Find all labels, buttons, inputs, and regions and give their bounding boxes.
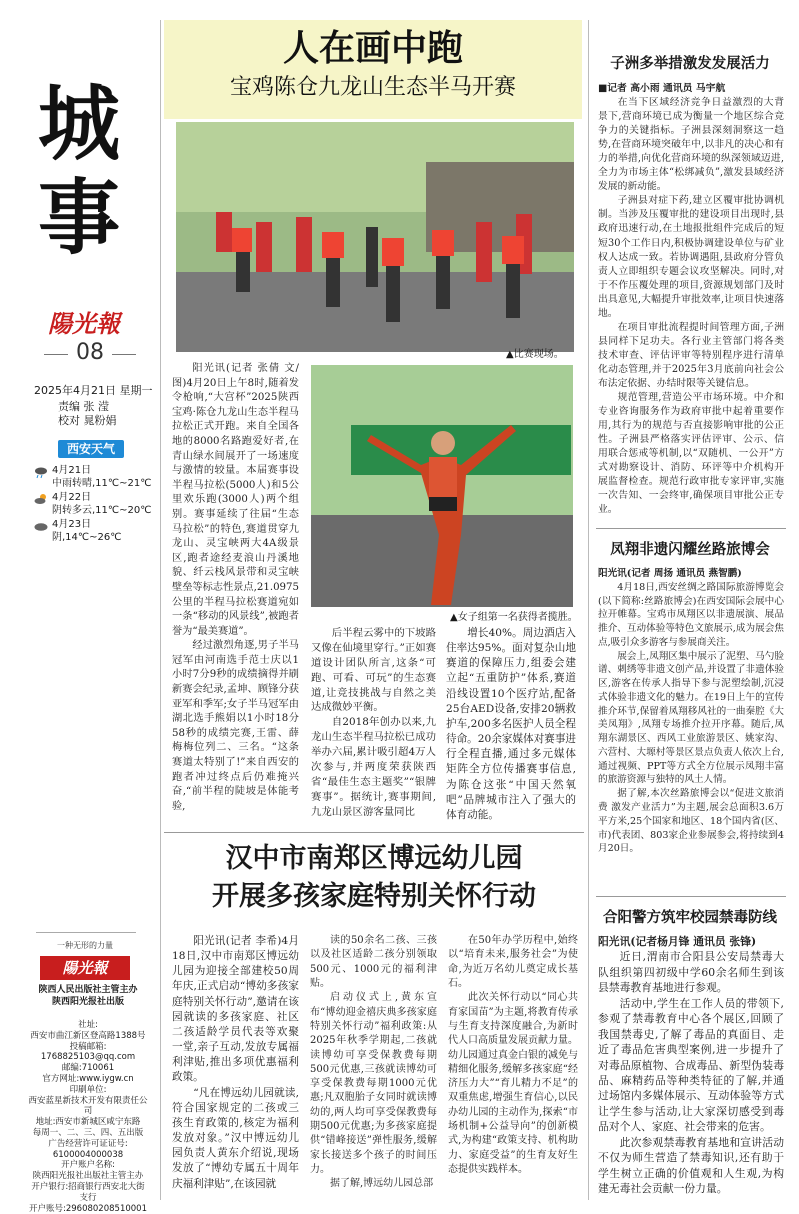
race-photo-caption: ▲比赛现场。 bbox=[506, 349, 564, 360]
winner-photo-caption: ▲女子组第一名获得者揽胜。 bbox=[450, 612, 578, 623]
credit-line: 西安市曲江新区登高路1388号 bbox=[30, 1030, 146, 1041]
proofreader-credit: 校对 晁粉娟 bbox=[58, 414, 117, 427]
paragraph: “凡在博远幼儿园就读,符合国家规定的二孩或三孩生育政策的,核定为福利发放对象。”汉中博远幼儿园负责人黄东介绍说,现场发放了“博幼专属五十周年庆福利津贴”,在该园就 bbox=[172, 1086, 299, 1190]
winner-photo bbox=[311, 365, 573, 607]
feature-body-col2 bbox=[311, 626, 436, 819]
feature-headline: 人在画中跑 bbox=[282, 28, 463, 69]
weather-day bbox=[34, 518, 154, 544]
paragraph: 在项目审批流程提时间管理方面,子洲县同样下足功夫。各行业主管部门将各类技术审查、评估评审等特别程序进行清单化动态管理,并于2025年3月底前向社会公布法定依据、办结时限等关键信息。 bbox=[598, 321, 784, 389]
story-body-zizhou bbox=[598, 82, 784, 517]
story-headline-zizhou: 子洲多举措激发发展活力 bbox=[610, 56, 770, 72]
paragraph: 据了解,本次丝路旅博会以“促进文旅消费 激发产业活力”为主题,展会总面积3.6万平方米,25个国家和地区、18个国内省(区、市)代表团、803家企业参展参会,将持续到4月20日。 bbox=[598, 788, 784, 855]
weather-day bbox=[34, 491, 154, 517]
paragraph: 启动仪式上,黄东宣布“博幼迎金禧庆典多孩家庭特别关怀行动”福利政策:从2025年秋季学期起,二孩就读博幼可享受保教费每期500元优惠,三孩就读博幼可享受保教费每期1000元优惠;凡双胞胎子女同时就读博幼的,两人均可享受保教费每期500元优惠;为多孩家庭提供“错峰接送”弹性服务,缓解家长接送多个孩子的时间压力。 bbox=[310, 992, 437, 1175]
feature-subhead: 宝鸡陈仓九龙山生态半马开赛 bbox=[229, 75, 516, 100]
feature-body-col3 bbox=[446, 626, 576, 823]
paragraph: 近日,渭南市合阳县公安局禁毒大队组织第四初级中学60余名师生到该县禁毒教育基地进行参观。 bbox=[598, 950, 784, 995]
paragraph: 活动中,学生在工作人员的带领下,参观了禁毒教育中心各个展区,回顾了我国禁毒史,了解了毒品的真面目、走近了毒品危害典型案例,进一步提升了对毒品原植物、合成毒品、新型伪装毒品、麻精药品等种类特征的了解,并通过场馆内多媒体展示、互动体验等方式让学生参与活动,让大家深切感受到毒品对个人、家庭、社会带来的危害。 bbox=[598, 996, 784, 1134]
weather-day bbox=[34, 464, 154, 490]
section-title: 城事 bbox=[38, 77, 119, 266]
page-number: 08 bbox=[40, 340, 140, 365]
paragraph: 据了解,博远幼儿园总部 bbox=[330, 1178, 434, 1190]
story-body-heyang bbox=[598, 934, 784, 1196]
paragraph: 增长40%。周边酒店入住率达95%。面对复杂山地赛道的保障压力,组委会建立起“五重防护”体系,赛道沿线设置10个医疗站,配备25台AED设备,安排20辆救护车,200多名医护人员全程待命。20余家媒体对赛事进行全程直播,通过多元媒体矩阵全方位传播赛事信息,为陈仓这张“中国天然氧吧”品牌城市注入了强大的体育动能。 bbox=[446, 627, 577, 821]
publisher: 陕西人民出版社主管主办 bbox=[38, 985, 138, 995]
feature-body-col1 bbox=[172, 362, 299, 814]
cloud-icon bbox=[34, 520, 48, 532]
credit-line: 陕西阳光报社出版社主管主办 bbox=[32, 1171, 144, 1182]
story-headline-fengxiang: 凤翔非遗闪耀丝路旅博会 bbox=[610, 542, 770, 558]
kindergarten-headline-line1: 汉中市南郑区博远幼儿园 bbox=[225, 843, 523, 874]
cloud-sun-icon bbox=[34, 493, 48, 505]
credit-line: 地址:西安市新城区咸宁东路 bbox=[35, 1117, 141, 1128]
editor-credit: 责编 张 滢 bbox=[58, 400, 109, 413]
story-rule bbox=[596, 896, 786, 897]
kindergarten-body-col3 bbox=[448, 934, 578, 1177]
credit-line: 开户账号:296080208510001 bbox=[29, 1203, 147, 1214]
byline: ■记者 高小雨 通讯员 马宇航 bbox=[598, 83, 726, 94]
story-body-fengxiang bbox=[598, 567, 784, 856]
paragraph: 经过激烈角逐,男子半马冠军由河南选手范士庆以1小时7分9秒的成绩摘得并刷新赛会纪录,孟坤、顾锋分获亚军和季军;女子半马冠军由湖北选手熊娟以1小时18分58秒的成绩完赛,王雷、薛梅梅位列二、三名。“这条赛道太特别了!”来自西安的跑者冲过终点后仍难掩兴奋,“前半程的陡坡是体能考验, bbox=[172, 640, 299, 812]
paragraph: 此次参观禁毒教育基地和宣讲活动不仅为师生营造了禁毒知识,还有助于学生树立正确的价值观和人生观,为构建无毒社会贡献一份力量。 bbox=[598, 1135, 784, 1195]
column-divider bbox=[588, 20, 589, 1200]
paragraph: 阳光讯(记者 李希)4月18日,汉中市南郑区博远幼儿园为迎接全部建校50周年庆,正式启动“博幼多孩家庭特别关怀行动”,邀请在该园就读的多孩家庭、社区二孩适龄学员代表等欢聚一堂,亲子互动,发放专属福利津贴,推出多项优惠福利政策。 bbox=[172, 935, 299, 1084]
column-divider bbox=[160, 20, 161, 1200]
credit-line: 西安蓝星新技术开发有限责任公司 bbox=[28, 1095, 148, 1117]
weather-day-label: 4月23日 bbox=[52, 519, 92, 530]
paragraph: 阳光讯(记者 张倩 文/图)4月20日上午8时,随着发令枪响,“大宫杯”2025陕西宝鸡·陈仓九龙山生态半程马拉松正式开跑。来自全国各地的8000名路跑爱好者,在青山绿水间展开了一场速度与激情的较量。本届赛事设半程马拉松(5000人)和5公里欢乐跑(3000人)两个组别。赛事延续了往届“生态马拉松”的特色,赛道贯穿九龙山、灵宝峡两大4A级景区,跑者途经麦浪山丹溪地貌、纤云栈风景带和灵宝峡壁垒等标志性景点,21.0975公里的半程马拉松赛道宛如一条“移动的风景线”,被跑者誉为“最美赛道”。 bbox=[172, 363, 299, 637]
credit-line: 开户银行:招商银行西安北大街支行 bbox=[31, 1181, 145, 1203]
race-photo-image bbox=[176, 122, 574, 352]
credit-line: 印刷单位: bbox=[69, 1084, 107, 1095]
kindergarten-headline-line2: 开展多孩家庭特别关怀行动 bbox=[212, 881, 536, 912]
paragraph: 在当下区域经济竞争日益激烈的大背景下,营商环境已成为衡量一个地区综合竞争力的关键指标。子洲县深刻洞察这一趋势,在营商环境突破年中,以非凡的决心和有力的举措,向优化营商环境的纵深领域迈进,全力为市场主体“松绑减负”,激发县域经济发展的新动能。 bbox=[598, 97, 784, 193]
paragraph: 4月18日,西安丝绸之路国际旅游博览会(以下简称:丝路旅博会)在西安国际会展中心拉开帷幕。宝鸡市凤翔区以非遗展演、展品推介、互动体验等特色文旅展示,成为展会焦点,吸引众多游客与参展商关注。 bbox=[598, 581, 784, 648]
credits-list bbox=[28, 1020, 148, 1214]
publisher-2: 陕西阳光报社出版 bbox=[51, 997, 124, 1007]
credit-line: 开户账户名称: bbox=[61, 1160, 115, 1171]
paragraph: 在50年办学历程中,始终以“培育未来,服务社会”为使命,为近万名幼儿奠定成长基石。 bbox=[448, 935, 578, 989]
credit-line: 官方网址:www.iygw.cn bbox=[42, 1073, 134, 1084]
credit-line: 广告经营许可证证号: bbox=[48, 1138, 128, 1149]
kindergarten-body-col1 bbox=[172, 934, 299, 1192]
kindergarten-body-col2 bbox=[310, 934, 437, 1192]
story-rule bbox=[164, 832, 584, 833]
paragraph: 此次关怀行动以“同心共育家国苗”为主题,将教育传承与生育支持深度融合,为新时代人口高质量发展贡献力量。幼儿园通过真金白银的减免与精细化服务,缓解多孩家庭“经济压力大”“育儿精力不足”的双重焦虑,增强生育信心,以民办幼儿园的主动作为,探索“市场机制+公益导向”的创新模式,为构建“政策支持、机构助力、家庭受益”的生育友好生态提供实践样本。 bbox=[448, 992, 578, 1175]
paragraph: 后半程云雾中的下坡路又像在仙境里穿行。”正如赛道设计团队所言,这条“可跑、可看、可玩”的生态赛道,让竞技挑战与自然之美达成微妙平衡。 bbox=[311, 627, 436, 714]
slogan: 一种无形的力量 bbox=[57, 941, 113, 950]
byline: 阳光讯(记者 周扬 通讯员 燕智鹏) bbox=[598, 568, 742, 579]
byline: 阳光讯(记者杨月锋 通讯员 张锋) bbox=[598, 935, 757, 948]
winner-photo-image bbox=[311, 365, 573, 607]
credit-line: 投稿邮箱: bbox=[69, 1041, 107, 1052]
masthead-logo: 陽光報 bbox=[48, 309, 120, 338]
credit-line: 1768825103@qq.com bbox=[40, 1052, 136, 1063]
credit-line: 每周一、二、三、四、五出版 bbox=[32, 1127, 144, 1138]
weather-day-desc: 阴转多云,11℃~20℃ bbox=[52, 505, 152, 516]
credits-logo: 陽光報 bbox=[40, 956, 130, 980]
paragraph: 子洲县对症下药,建立区覆审批协调机制。当涉及压覆审批的建设项目出现时,县政府迅速行动,在土地报批组件完成后的短短30个工作日内,积极协调建设单位与矿业权人达成一致。若协调遇阻,县政府分管负责人立即组织专题会议攻坚解决。同时,对于不作压覆处理的项目,资源规划部门及时出具意见,大幅提升审批效率,让项目快速落地。 bbox=[598, 195, 784, 319]
story-rule bbox=[596, 528, 786, 529]
race-photo bbox=[176, 122, 574, 352]
weather-day-desc: 阴,14℃~26℃ bbox=[52, 532, 122, 543]
credits-rule bbox=[36, 932, 136, 933]
credit-line: 邮编:710061 bbox=[61, 1063, 115, 1074]
weather-day-label: 4月21日 bbox=[52, 465, 92, 476]
credit-line: 6100004000038 bbox=[52, 1149, 124, 1160]
weather-day-label: 4月22日 bbox=[52, 492, 92, 503]
rain-cloud-icon bbox=[34, 466, 48, 478]
paragraph: 读的50余名二孩、三孩以及社区适龄二孩分别领取500元、1000元的福利津贴。 bbox=[310, 935, 437, 989]
paragraph: 自2018年创办以来,九龙山生态半程马拉松已成功举办六届,累计吸引超4万人次参与,并两度荣获陕西省“最佳生态主题奖”“银牌赛事”。据统计,赛事期间,九龙山景区游客量同比 bbox=[311, 716, 436, 818]
story-headline-heyang: 合阳警方筑牢校园禁毒防线 bbox=[603, 910, 777, 926]
paragraph: 展会上,凤翔区集中展示了泥塑、马勺脸谱、刺绣等非遗文创产品,并设置了非遗体验区,游客在传承人指导下参与泥塑绘制,沉浸式体验非遗文化的魅力。在19日上午的宣传推介环节,保留着凤翔移风社的一曲秦腔《大美凤翔》,凤翔专场推介拉开序幕。随后,凤翔东湖景区、西风工业旅游景区、姚家沟、六营村、大塬村等景区景点负责人依次上台,通过视频、PPT等方式全方位展示凤翔丰富的旅游资源与独特的风土人情。 bbox=[598, 650, 784, 786]
paragraph: 规范管理,营造公平市场环境。中介和专业咨询服务作为政府审批中起着重要作用,其行为的规范与否直接影响审批的公正性。子洲县严格落实评估评审、公示、信用联合惩戒等机制,以“双随机、一公开”方式对勘察设计、消防、环评等中介机构开展监督检查。规范行政审批专家评审,实施一次告知、一会终审,确保项目审批公正专业。 bbox=[598, 392, 784, 516]
weather-day-desc: 中雨转晴,11℃~21℃ bbox=[52, 478, 152, 489]
weather-title: 西安天气 bbox=[58, 440, 124, 458]
issue-date: 2025年4月21日 星期一 bbox=[34, 384, 153, 397]
credit-line: 社址: bbox=[78, 1020, 98, 1030]
